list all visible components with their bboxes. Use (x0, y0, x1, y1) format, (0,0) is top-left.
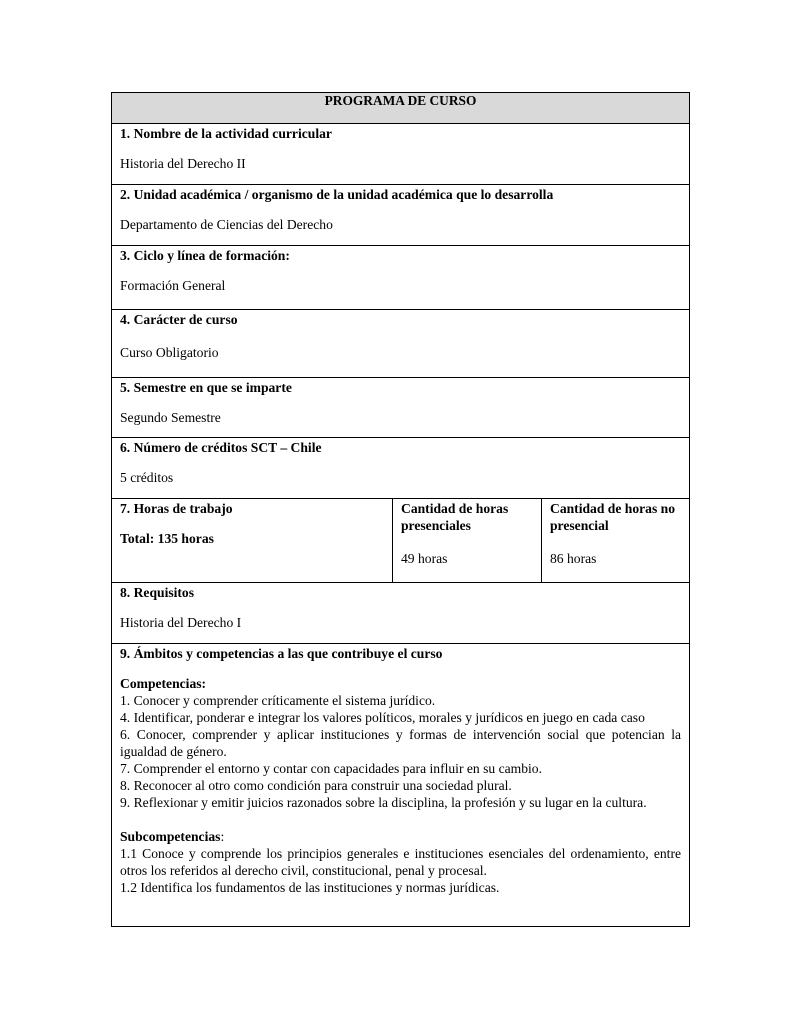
section-2-value: Departamento de Ciencias del Derecho (120, 217, 333, 232)
subcompetencias-label: Subcompetencias (120, 829, 221, 844)
section-4-value: Curso Obligatorio (120, 345, 219, 360)
section-3-cell (112, 246, 690, 310)
subcompetencias-colon: : (220, 829, 225, 844)
section-8-heading: 8. Requisitos (120, 585, 195, 600)
section-3-row (112, 246, 690, 310)
section-7-no-presencial-cell (542, 499, 690, 583)
competencia-item: 7. Comprender el entorno y contar con capacidades para influir en su cambio. (120, 761, 543, 776)
section-5-row (112, 378, 690, 438)
section-9-heading: 9. Ámbitos y competencias a las que contribuye el curso (120, 646, 443, 661)
section-1-cell (112, 124, 690, 185)
section-6-row (112, 438, 690, 499)
section-8-row (112, 583, 690, 644)
section-4-cell (112, 310, 690, 378)
section-4-row (112, 310, 690, 378)
section-6-value: 5 créditos (120, 470, 174, 485)
section-9-row (112, 644, 690, 927)
section-7-heading: 7. Horas de trabajo (120, 501, 233, 516)
subcompetencia-item: 1.1 Conoce y comprende los principios generales e instituciones esenciales del ordenamiento, entre otros los referidos al derecho civil, constitucional, penal y procesal. (120, 846, 682, 878)
competencia-item: 4. Identificar, ponderar e integrar los valores políticos, morales y jurídicos en juego en cada caso (120, 710, 645, 725)
header-row (112, 93, 690, 124)
section-5-value: Segundo Semestre (120, 410, 221, 425)
section-7-hours-cell (112, 499, 393, 583)
section-2-cell (112, 185, 690, 246)
section-6-heading: 6. Número de créditos SCT – Chile (120, 440, 322, 455)
section-1-heading: 1. Nombre de la actividad curricular (120, 126, 332, 141)
section-7-row (112, 499, 690, 583)
section-3-value: Formación General (120, 278, 226, 293)
competencias-label: Competencias: (120, 676, 207, 691)
section-1-value: Historia del Derecho II (120, 156, 246, 171)
section-7-presencial-heading: Cantidad de horas presenciales (401, 501, 509, 533)
section-7-no-presencial-heading: Cantidad de horas no presencial (550, 501, 676, 533)
subcompetencias-label-line (120, 828, 681, 845)
section-2-heading: 2. Unidad académica / organismo de la unidad académica que lo desarrolla (120, 187, 554, 202)
section-4-heading: 4. Carácter de curso (120, 312, 238, 327)
section-6-cell (112, 438, 690, 499)
section-2-row (112, 185, 690, 246)
competencia-item: 1. Conocer y comprender críticamente el sistema jurídico. (120, 693, 436, 708)
section-8-value: Historia del Derecho I (120, 615, 242, 630)
page-title: PROGRAMA DE CURSO (112, 93, 690, 124)
section-5-cell (112, 378, 690, 438)
competencia-item: 6. Conocer, comprender y aplicar instituciones y formas de intervención social que potencian la igualdad de género. (120, 727, 682, 759)
competencia-item: 8. Reconocer al otro como condición para construir una sociedad plural. (120, 778, 512, 793)
section-5-heading: 5. Semestre en que se imparte (120, 380, 292, 395)
course-program-table (111, 92, 690, 927)
section-7-presencial-value: 49 horas (401, 551, 448, 566)
section-3-heading: 3. Ciclo y línea de formación: (120, 248, 290, 263)
competencia-item: 9. Reflexionar y emitir juicios razonados sobre la disciplina, la profesión y su lugar en la cultura. (120, 795, 647, 810)
section-8-cell (112, 583, 690, 644)
section-9-cell (112, 644, 690, 927)
subcompetencia-item: 1.2 Identifica los fundamentos de las instituciones y normas jurídicas. (120, 880, 500, 895)
section-1-row (112, 124, 690, 185)
section-7-no-presencial-value: 86 horas (550, 551, 597, 566)
section-7-presencial-cell (393, 499, 542, 583)
section-7-total: Total: 135 horas (120, 531, 214, 546)
